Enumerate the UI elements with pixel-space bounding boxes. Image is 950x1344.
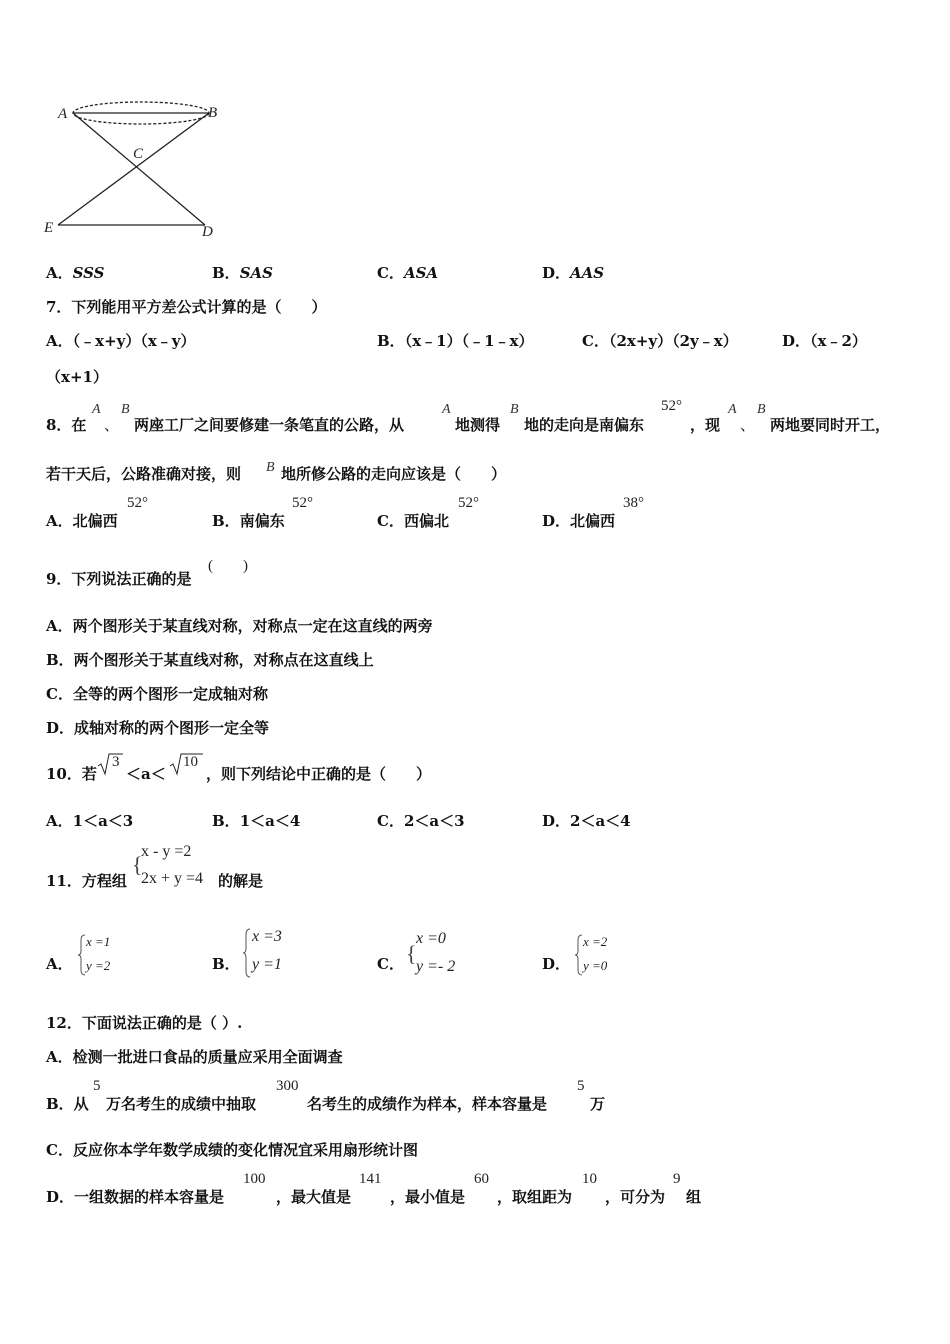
q12-option-d-text-3: ，最小值是 bbox=[390, 1188, 466, 1206]
q11-option-b: B． bbox=[212, 955, 240, 973]
q8-point-b-4: B bbox=[266, 460, 275, 475]
q6-option-c: C．ASA bbox=[377, 264, 439, 282]
label-d: D bbox=[202, 224, 213, 240]
q11-option-a-line1: x =1 bbox=[86, 934, 111, 949]
q11-option-b-line1: x =3 bbox=[252, 928, 282, 945]
q8-point-a-2: A bbox=[442, 402, 451, 417]
q10-text-2: ，则下列结论中正确的是（ ） bbox=[206, 765, 432, 783]
q6-option-b: B．SAS bbox=[212, 264, 273, 282]
label-e: E bbox=[44, 220, 54, 236]
q10-radicand-1: 3 bbox=[112, 754, 120, 770]
q9-stem: 9．下列说法正确的是 bbox=[46, 570, 192, 588]
q8-option-b: B．南偏东 bbox=[212, 512, 285, 530]
q8-text-8: 地所修公路的走向应该是（ ） bbox=[281, 465, 507, 483]
q8-option-d-angle: 38° bbox=[623, 495, 644, 511]
q10-option-b: B．1＜a＜4 bbox=[212, 812, 301, 830]
q8-separator-2: 、 bbox=[740, 416, 756, 434]
q7-stem: 7．下列能用平方差公式计算的是（ ） bbox=[46, 298, 327, 316]
q10-radicand-2: 10 bbox=[183, 754, 198, 770]
q12-option-c: C．反应你本学年数学成绩的变化情况宜采用扇形统计图 bbox=[46, 1141, 418, 1159]
q10-option-c: C．2＜a＜3 bbox=[377, 812, 465, 830]
q11-option-c-brace: { bbox=[406, 941, 417, 966]
q11-option-c-line1: x =0 bbox=[416, 930, 446, 947]
q11-text-2: 的解是 bbox=[218, 872, 264, 890]
q12-option-d-text-2: ，最大值是 bbox=[276, 1188, 352, 1206]
q11-option-b-brace bbox=[243, 928, 251, 978]
q11-text-1: 11．方程组 bbox=[46, 872, 127, 890]
q8-text-3: 地测得 bbox=[455, 416, 501, 434]
q11-option-d: D． bbox=[542, 955, 571, 973]
q8-option-a: A．北偏西 bbox=[46, 512, 118, 530]
q7-option-d-continued: （x+1） bbox=[46, 368, 108, 386]
q10-option-d: D．2＜a＜4 bbox=[542, 812, 631, 830]
q10-text-1: 10．若 bbox=[46, 765, 97, 783]
q9-option-c: C．全等的两个图形一定成轴对称 bbox=[46, 685, 268, 703]
q11-option-d-brace bbox=[575, 934, 583, 976]
q11-option-c: C． bbox=[377, 955, 404, 973]
q11-equation-2: 2x + y =4 bbox=[141, 870, 204, 887]
q10-option-a: A．1＜a＜3 bbox=[46, 812, 134, 830]
q8-text-5: ，现 bbox=[690, 416, 721, 434]
label-b: B bbox=[208, 105, 218, 121]
q8-text-2: 两座工厂之间要修建一条笔直的公路，从 bbox=[134, 416, 405, 434]
q7-option-d: D．（x﹣2） bbox=[782, 332, 867, 350]
q12-option-b-num-3: 5 bbox=[577, 1078, 585, 1094]
q12-option-d-text-6: 组 bbox=[686, 1188, 702, 1206]
q8-option-c: C．西偏北 bbox=[377, 512, 449, 530]
q8-separator: 、 bbox=[104, 416, 120, 434]
q8-text-1: 8．在 bbox=[46, 416, 87, 434]
q12-option-b-text-1: B．从 bbox=[46, 1095, 89, 1113]
q8-text-6: 两地要同时开工， bbox=[770, 416, 891, 434]
q12-option-b-text-4: 万 bbox=[590, 1095, 606, 1113]
q8-point-b: B bbox=[121, 402, 130, 417]
q8-option-d: D．北偏西 bbox=[542, 512, 616, 530]
q11-equation-1: x - y =2 bbox=[141, 843, 192, 860]
q11-option-c-line2: y =- 2 bbox=[416, 958, 456, 975]
q12-option-d-num-2: 141 bbox=[359, 1171, 382, 1187]
q11-system-brace: { bbox=[132, 852, 143, 877]
q8-point-b-3: B bbox=[757, 402, 766, 417]
q8-angle: 52° bbox=[661, 398, 682, 414]
q8-option-c-angle: 52° bbox=[458, 495, 479, 511]
q12-option-b-num-1: 5 bbox=[93, 1078, 101, 1094]
q9-paren: ( ) bbox=[208, 558, 248, 574]
q6-option-d: D．AAS bbox=[542, 264, 605, 282]
q8-point-a-3: A bbox=[728, 402, 737, 417]
label-c: C bbox=[133, 146, 144, 162]
q7-option-a: A．（﹣x+y）（x﹣y） bbox=[46, 332, 196, 350]
q10-inequality: ＜a＜ bbox=[126, 765, 166, 783]
q9-option-b: B．两个图形关于某直线对称，对称点在这直线上 bbox=[46, 651, 374, 669]
q12-option-d-num-3: 60 bbox=[474, 1171, 489, 1187]
q11-option-b-line2: y =1 bbox=[252, 956, 282, 973]
q11-option-d-line2: y =0 bbox=[583, 958, 608, 973]
geometry-figure bbox=[40, 92, 230, 242]
q12-option-b-text-3: 名考生的成绩作为样本，样本容量是 bbox=[307, 1095, 548, 1113]
q12-option-d-text-5: ，可分为 bbox=[605, 1188, 666, 1206]
q12-stem: 12．下面说法正确的是（ ）. bbox=[46, 1014, 243, 1032]
q12-option-b-num-2: 300 bbox=[276, 1078, 299, 1094]
q12-option-d-num-4: 10 bbox=[582, 1171, 597, 1187]
q7-option-b: B．（x﹣1）（﹣1﹣x） bbox=[377, 332, 534, 350]
q9-option-d: D．成轴对称的两个图形一定全等 bbox=[46, 719, 270, 737]
q11-option-a-line2: y =2 bbox=[86, 958, 111, 973]
q8-text-7: 若干天后，公路准确对接，则 bbox=[46, 465, 242, 483]
q12-option-d-num-5: 9 bbox=[673, 1171, 681, 1187]
q12-option-a: A．检测一批进口食品的质量应采用全面调查 bbox=[46, 1048, 343, 1066]
q11-option-a-brace bbox=[78, 934, 86, 976]
q11-option-a: A． bbox=[46, 955, 73, 973]
q12-option-d-text-1: D．一组数据的样本容量是 bbox=[46, 1188, 225, 1206]
q8-point-b-2: B bbox=[510, 402, 519, 417]
q7-option-c: C．（2x+y）（2y﹣x） bbox=[582, 332, 738, 350]
q6-option-a: A．SSS bbox=[46, 264, 105, 282]
q12-option-b-text-2: 万名考生的成绩中抽取 bbox=[106, 1095, 257, 1113]
q8-point-a: A bbox=[92, 402, 101, 417]
label-a: A bbox=[58, 106, 68, 122]
q8-text-4: 地的走向是南偏东 bbox=[524, 416, 645, 434]
q12-option-d-text-4: ，取组距为 bbox=[497, 1188, 573, 1206]
q8-option-a-angle: 52° bbox=[127, 495, 148, 511]
q12-option-d-num-1: 100 bbox=[243, 1171, 266, 1187]
q11-option-d-line1: x =2 bbox=[583, 934, 608, 949]
q9-option-a: A．两个图形关于某直线对称，对称点一定在这直线的两旁 bbox=[46, 617, 433, 635]
q8-option-b-angle: 52° bbox=[292, 495, 313, 511]
